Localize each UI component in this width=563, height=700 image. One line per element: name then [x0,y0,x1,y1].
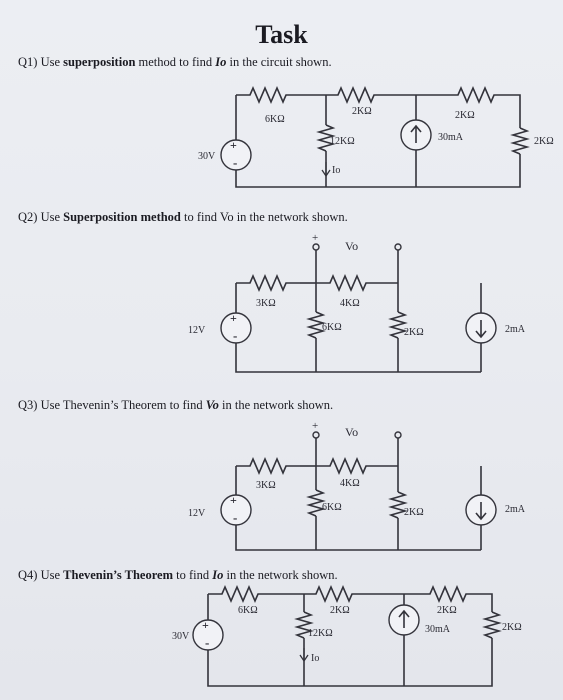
svg-text:2mA: 2mA [505,324,525,335]
svg-text:30V: 30V [198,151,216,162]
svg-text:+: + [312,232,319,244]
svg-text:6KΩ: 6KΩ [322,322,342,333]
question-3: Q3) Use Thevenin’s Theorem to find Vo in the network shown. [18,398,334,412]
svg-text:6KΩ: 6KΩ [238,605,258,616]
page-title: Task [255,20,308,49]
svg-text:2KΩ: 2KΩ [404,327,424,338]
svg-text:12KΩ: 12KΩ [308,628,333,639]
svg-text:-: - [205,635,210,650]
svg-text:2KΩ: 2KΩ [455,110,475,121]
svg-text:12V: 12V [188,508,206,519]
svg-text:4KΩ: 4KΩ [340,478,360,489]
svg-text:+: + [230,311,237,325]
svg-text:2KΩ: 2KΩ [330,605,350,616]
svg-text:2mA: 2mA [505,504,525,515]
svg-text:30V: 30V [172,631,190,642]
svg-text:4KΩ: 4KΩ [340,298,360,309]
svg-text:+: + [230,493,237,507]
svg-text:6KΩ: 6KΩ [322,502,342,513]
svg-text:Vo: Vo [345,425,359,439]
svg-text:12KΩ: 12KΩ [330,136,355,147]
svg-text:-: - [233,510,238,525]
svg-text:Io: Io [332,165,341,176]
question-2: Q2) Use Superposition method to find Vo in the network shown. [18,210,348,224]
svg-text:3KΩ: 3KΩ [256,480,276,491]
svg-text:30mA: 30mA [438,132,463,143]
svg-text:Io: Io [311,653,320,664]
svg-text:-: - [233,155,238,170]
svg-text:2KΩ: 2KΩ [404,507,424,518]
svg-text:Vo: Vo [345,239,359,253]
svg-text:+: + [230,138,237,152]
svg-text:30mA: 30mA [425,624,450,635]
svg-text:2KΩ: 2KΩ [534,136,554,147]
svg-text:12V: 12V [188,325,206,336]
svg-text:2KΩ: 2KΩ [502,622,522,633]
svg-text:2KΩ: 2KΩ [352,106,372,117]
question-4: Q4) Use Thevenin’s Theorem to find Io in the network shown. [18,568,338,582]
svg-text:3KΩ: 3KΩ [256,298,276,309]
svg-text:+: + [202,618,209,632]
svg-text:2KΩ: 2KΩ [437,605,457,616]
svg-text:6KΩ: 6KΩ [265,114,285,125]
svg-text:+: + [312,420,319,432]
svg-text:-: - [233,328,238,343]
question-1: Q1) Use superposition method to find Io in the circuit shown. [18,55,332,69]
